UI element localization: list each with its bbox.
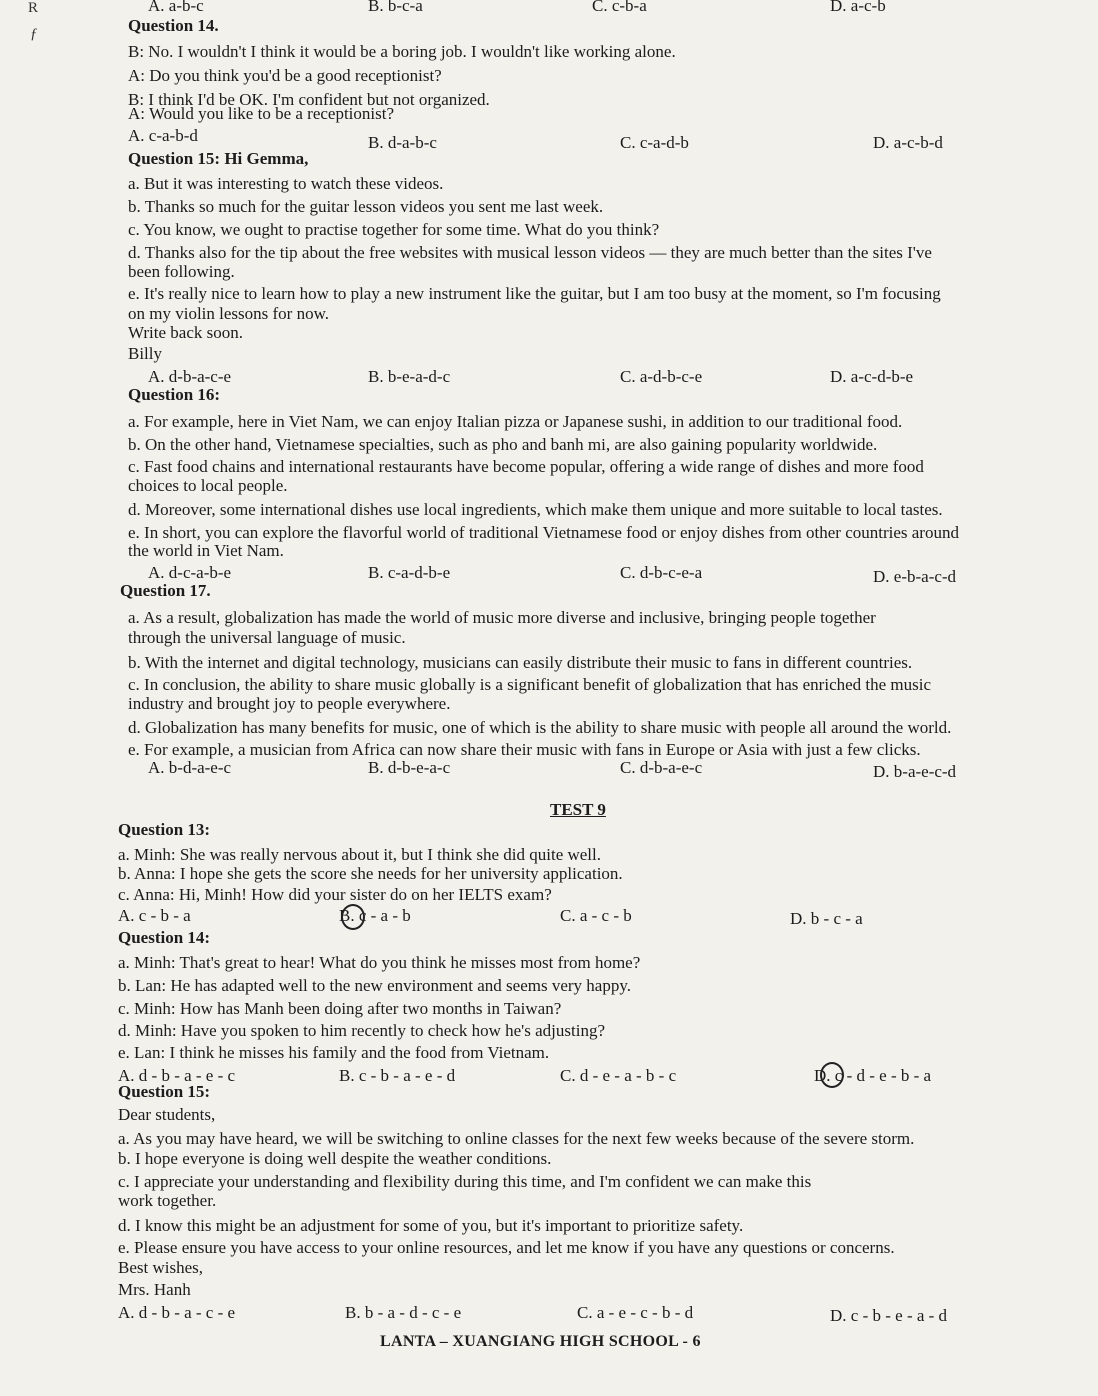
option-a: A. b-d-a-e-c <box>148 758 232 777</box>
text-line: a. But it was interesting to watch these videos. <box>128 174 444 193</box>
option-b: B. d-b-e-a-c <box>368 758 451 777</box>
question-title: Question 15: Hi Gemma, <box>128 149 309 168</box>
option-d: D. c - d - e - b - a <box>814 1066 932 1085</box>
text-line: industry and brought joy to people everywhere. <box>128 694 451 713</box>
option-d: D. a-c-b <box>830 0 886 15</box>
text-line: B: No. I wouldn't I think it would be a boring job. I wouldn't like working alone. <box>128 42 676 61</box>
margin-mark: R <box>28 0 39 16</box>
text-line: been following. <box>128 262 235 281</box>
answer-circle-mark <box>341 904 365 930</box>
question-title: Question 14: <box>118 928 211 947</box>
text-line: b. With the internet and digital technology, musicians can easily distribute their music to fans in different countries. <box>128 653 913 672</box>
text-line: c. Minh: How has Manh been doing after two months in Taiwan? <box>118 999 562 1018</box>
text-line: Mrs. Hanh <box>118 1280 191 1299</box>
option-a: A. c-a-b-d <box>128 126 198 145</box>
text-line: the world in Viet Nam. <box>128 541 284 560</box>
text-line: on my violin lessons for now. <box>128 304 330 323</box>
text-line: b. Lan: He has adapted well to the new environment and seems very happy. <box>118 976 631 995</box>
option-b: B. b-e-a-d-c <box>368 367 451 386</box>
option-a: A. a-b-c <box>148 0 204 15</box>
text-line: a. For example, here in Viet Nam, we can enjoy Italian pizza or Japanese sushi, in addition to our traditional food. <box>128 412 903 431</box>
option-c: C. c-a-d-b <box>620 133 689 152</box>
question-title: Question 14. <box>128 16 219 35</box>
text-line: c. I appreciate your understanding and flexibility during this time, and I'm confident we can make this <box>118 1172 812 1191</box>
text-line: Write back soon. <box>128 323 243 342</box>
option-c: C. a-d-b-c-e <box>620 367 703 386</box>
option-a: A. d - b - a - e - c <box>118 1066 236 1085</box>
text-line: b. Thanks so much for the guitar lesson videos you sent me last week. <box>128 197 604 216</box>
text-line: e. In short, you can explore the flavorful world of traditional Vietnamese food or enjoy dishes from other countries around <box>128 523 959 542</box>
text-line: c. In conclusion, the ability to share music globally is a significant benefit of globalization that has enriched the music <box>128 675 932 694</box>
text-line: c. You know, we ought to practise together for some time. What do you think? <box>128 220 660 239</box>
text-line: Billy <box>128 344 163 363</box>
text-line: b. I hope everyone is doing well despite the weather conditions. <box>118 1149 552 1168</box>
text-line: choices to local people. <box>128 476 288 495</box>
text-line: a. Minh: She was really nervous about it, but I think she did quite well. <box>118 845 602 864</box>
option-b: B. c - a - b <box>339 906 411 925</box>
option-b: B. b - a - d - c - e <box>345 1303 462 1322</box>
option-c: C. a - e - c - b - d <box>577 1303 694 1322</box>
margin-mark: ƒ <box>30 26 38 42</box>
text-line: d. Thanks also for the tip about the free websites with musical lesson videos — they are much better than the sites I've <box>128 243 932 262</box>
text-line: a. Minh: That's great to hear! What do you think he misses most from home? <box>118 953 641 972</box>
question-title: Question 17. <box>120 581 211 600</box>
text-line: e. Lan: I think he misses his family and the food from Vietnam. <box>118 1043 550 1062</box>
option-d: D. a-c-d-b-e <box>830 367 914 386</box>
text-line: A: Do you think you'd be a good receptionist? <box>128 66 442 85</box>
option-b: B. d-a-b-c <box>368 133 437 152</box>
option-a: A. d-b-a-c-e <box>148 367 232 386</box>
option-a: A. c - b - a <box>118 906 191 925</box>
text-line: A: Would you like to be a receptionist? <box>128 104 395 123</box>
option-d: D. a-c-b-d <box>873 133 943 152</box>
text-line: a. As a result, globalization has made the world of music more diverse and inclusive, bringing people together <box>128 608 876 627</box>
option-c: C. a - c - b <box>560 906 632 925</box>
text-line: d. I know this might be an adjustment for some of you, but it's important to prioritize safety. <box>118 1216 744 1235</box>
text-line: e. Please ensure you have access to your online resources, and let me know if you have any questions or concerns. <box>118 1238 895 1257</box>
answer-circle-mark <box>820 1062 844 1088</box>
text-line: e. For example, a musician from Africa can now share their music with fans in Europe or Asia with just a few clicks. <box>128 740 921 759</box>
text-line: c. Anna: Hi, Minh! How did your sister do on her IELTS exam? <box>118 885 552 904</box>
option-b: B. c - b - a - e - d <box>339 1066 456 1085</box>
text-line: c. Fast food chains and international restaurants have become popular, offering a wide range of dishes and more food <box>128 457 924 476</box>
option-c: C. c-b-a <box>592 0 647 15</box>
option-b: B. b-c-a <box>368 0 423 15</box>
text-line: d. Minh: Have you spoken to him recently to check how he's adjusting? <box>118 1021 605 1040</box>
text-line: b. On the other hand, Vietnamese specialties, such as pho and banh mi, are also gaining popularity worldwide. <box>128 435 878 454</box>
question-title: Question 15: <box>118 1082 211 1101</box>
text-line: b. Anna: I hope she gets the score she needs for her university application. <box>118 864 623 883</box>
option-d: D. c - b - e - a - d <box>830 1306 948 1325</box>
page-footer: LANTA – XUANGIANG HIGH SCHOOL - 6 <box>380 1333 701 1350</box>
text-line: d. Moreover, some international dishes use local ingredients, which make them unique and more suitable to local tastes. <box>128 500 943 519</box>
text-line: a. As you may have heard, we will be switching to online classes for the next few weeks because of the severe storm. <box>118 1129 915 1148</box>
question-title: Question 16: <box>128 385 221 404</box>
test-title: TEST 9 <box>550 800 606 819</box>
text-line: through the universal language of music. <box>128 628 406 647</box>
option-d: D. b-a-e-c-d <box>873 762 957 781</box>
text-line: d. Globalization has many benefits for music, one of which is the ability to share music with people all around the world. <box>128 718 952 737</box>
text-line: Dear students, <box>118 1105 216 1124</box>
option-b: B. c-a-d-b-e <box>368 563 451 582</box>
option-c: C. d - e - a - b - c <box>560 1066 677 1085</box>
option-a: A. d-c-a-b-e <box>148 563 232 582</box>
text-line: Best wishes, <box>118 1258 203 1277</box>
text-line: B: I think I'd be OK. I'm confident but not organized. <box>128 90 490 109</box>
option-c: C. d-b-a-e-c <box>620 758 703 777</box>
text-line: e. It's really nice to learn how to play a new instrument like the guitar, but I am too busy at the moment, so I'm focusing <box>128 284 941 303</box>
option-a: A. d - b - a - c - e <box>118 1303 236 1322</box>
text-line: work together. <box>118 1191 217 1210</box>
option-d: D. e-b-a-c-d <box>873 567 957 586</box>
option-c: C. d-b-c-e-a <box>620 563 703 582</box>
option-d: D. b - c - a <box>790 909 863 928</box>
question-title: Question 13: <box>118 820 211 839</box>
